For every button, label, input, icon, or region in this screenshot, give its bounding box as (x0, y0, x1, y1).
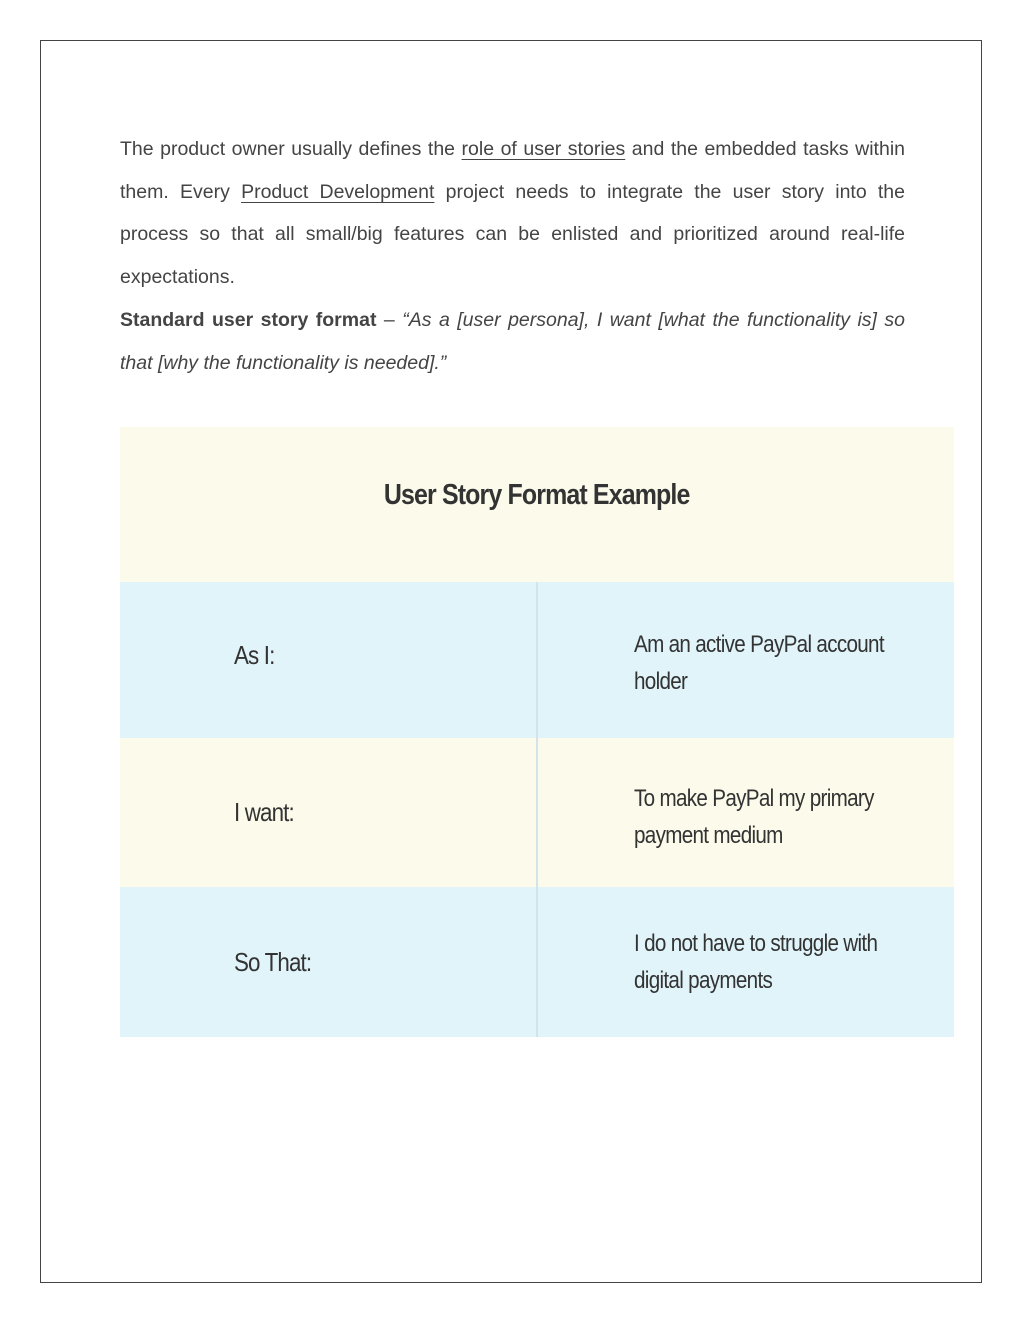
intro-text-start: The product owner usually defines the (120, 138, 462, 160)
intro-paragraph (120, 128, 905, 299)
row-label: As I: (234, 640, 275, 670)
table-title: User Story Format Example (384, 479, 690, 511)
row-label: So That: (234, 947, 312, 977)
row-value: I do not have to struggle with digital payments (634, 930, 878, 994)
row-value: To make PayPal my primary payment medium (634, 785, 874, 849)
intro-text-middle: and the embedded tasks within them. Every (120, 138, 905, 203)
user-story-format-table (120, 427, 954, 1037)
intro-text-end: project needs to integrate the user story into the process so that all small/big features can be enlisted and prioritized around real-life expectations. (120, 180, 905, 289)
row-label: I want: (234, 797, 294, 827)
format-quote: “As a [user persona], I want [what the functionality is] so that [why the functionality is needed].” (120, 309, 906, 374)
format-label: Standard user story format (120, 309, 377, 331)
role-of-user-stories-link[interactable]: role of user stories (461, 138, 626, 160)
table-title-row (120, 427, 954, 582)
format-paragraph (120, 299, 905, 384)
format-dash: – (376, 309, 403, 331)
row-value: Am an active PayPal account holder (634, 631, 884, 695)
product-development-link[interactable]: Product Development (241, 180, 435, 203)
column-divider (536, 582, 538, 1037)
